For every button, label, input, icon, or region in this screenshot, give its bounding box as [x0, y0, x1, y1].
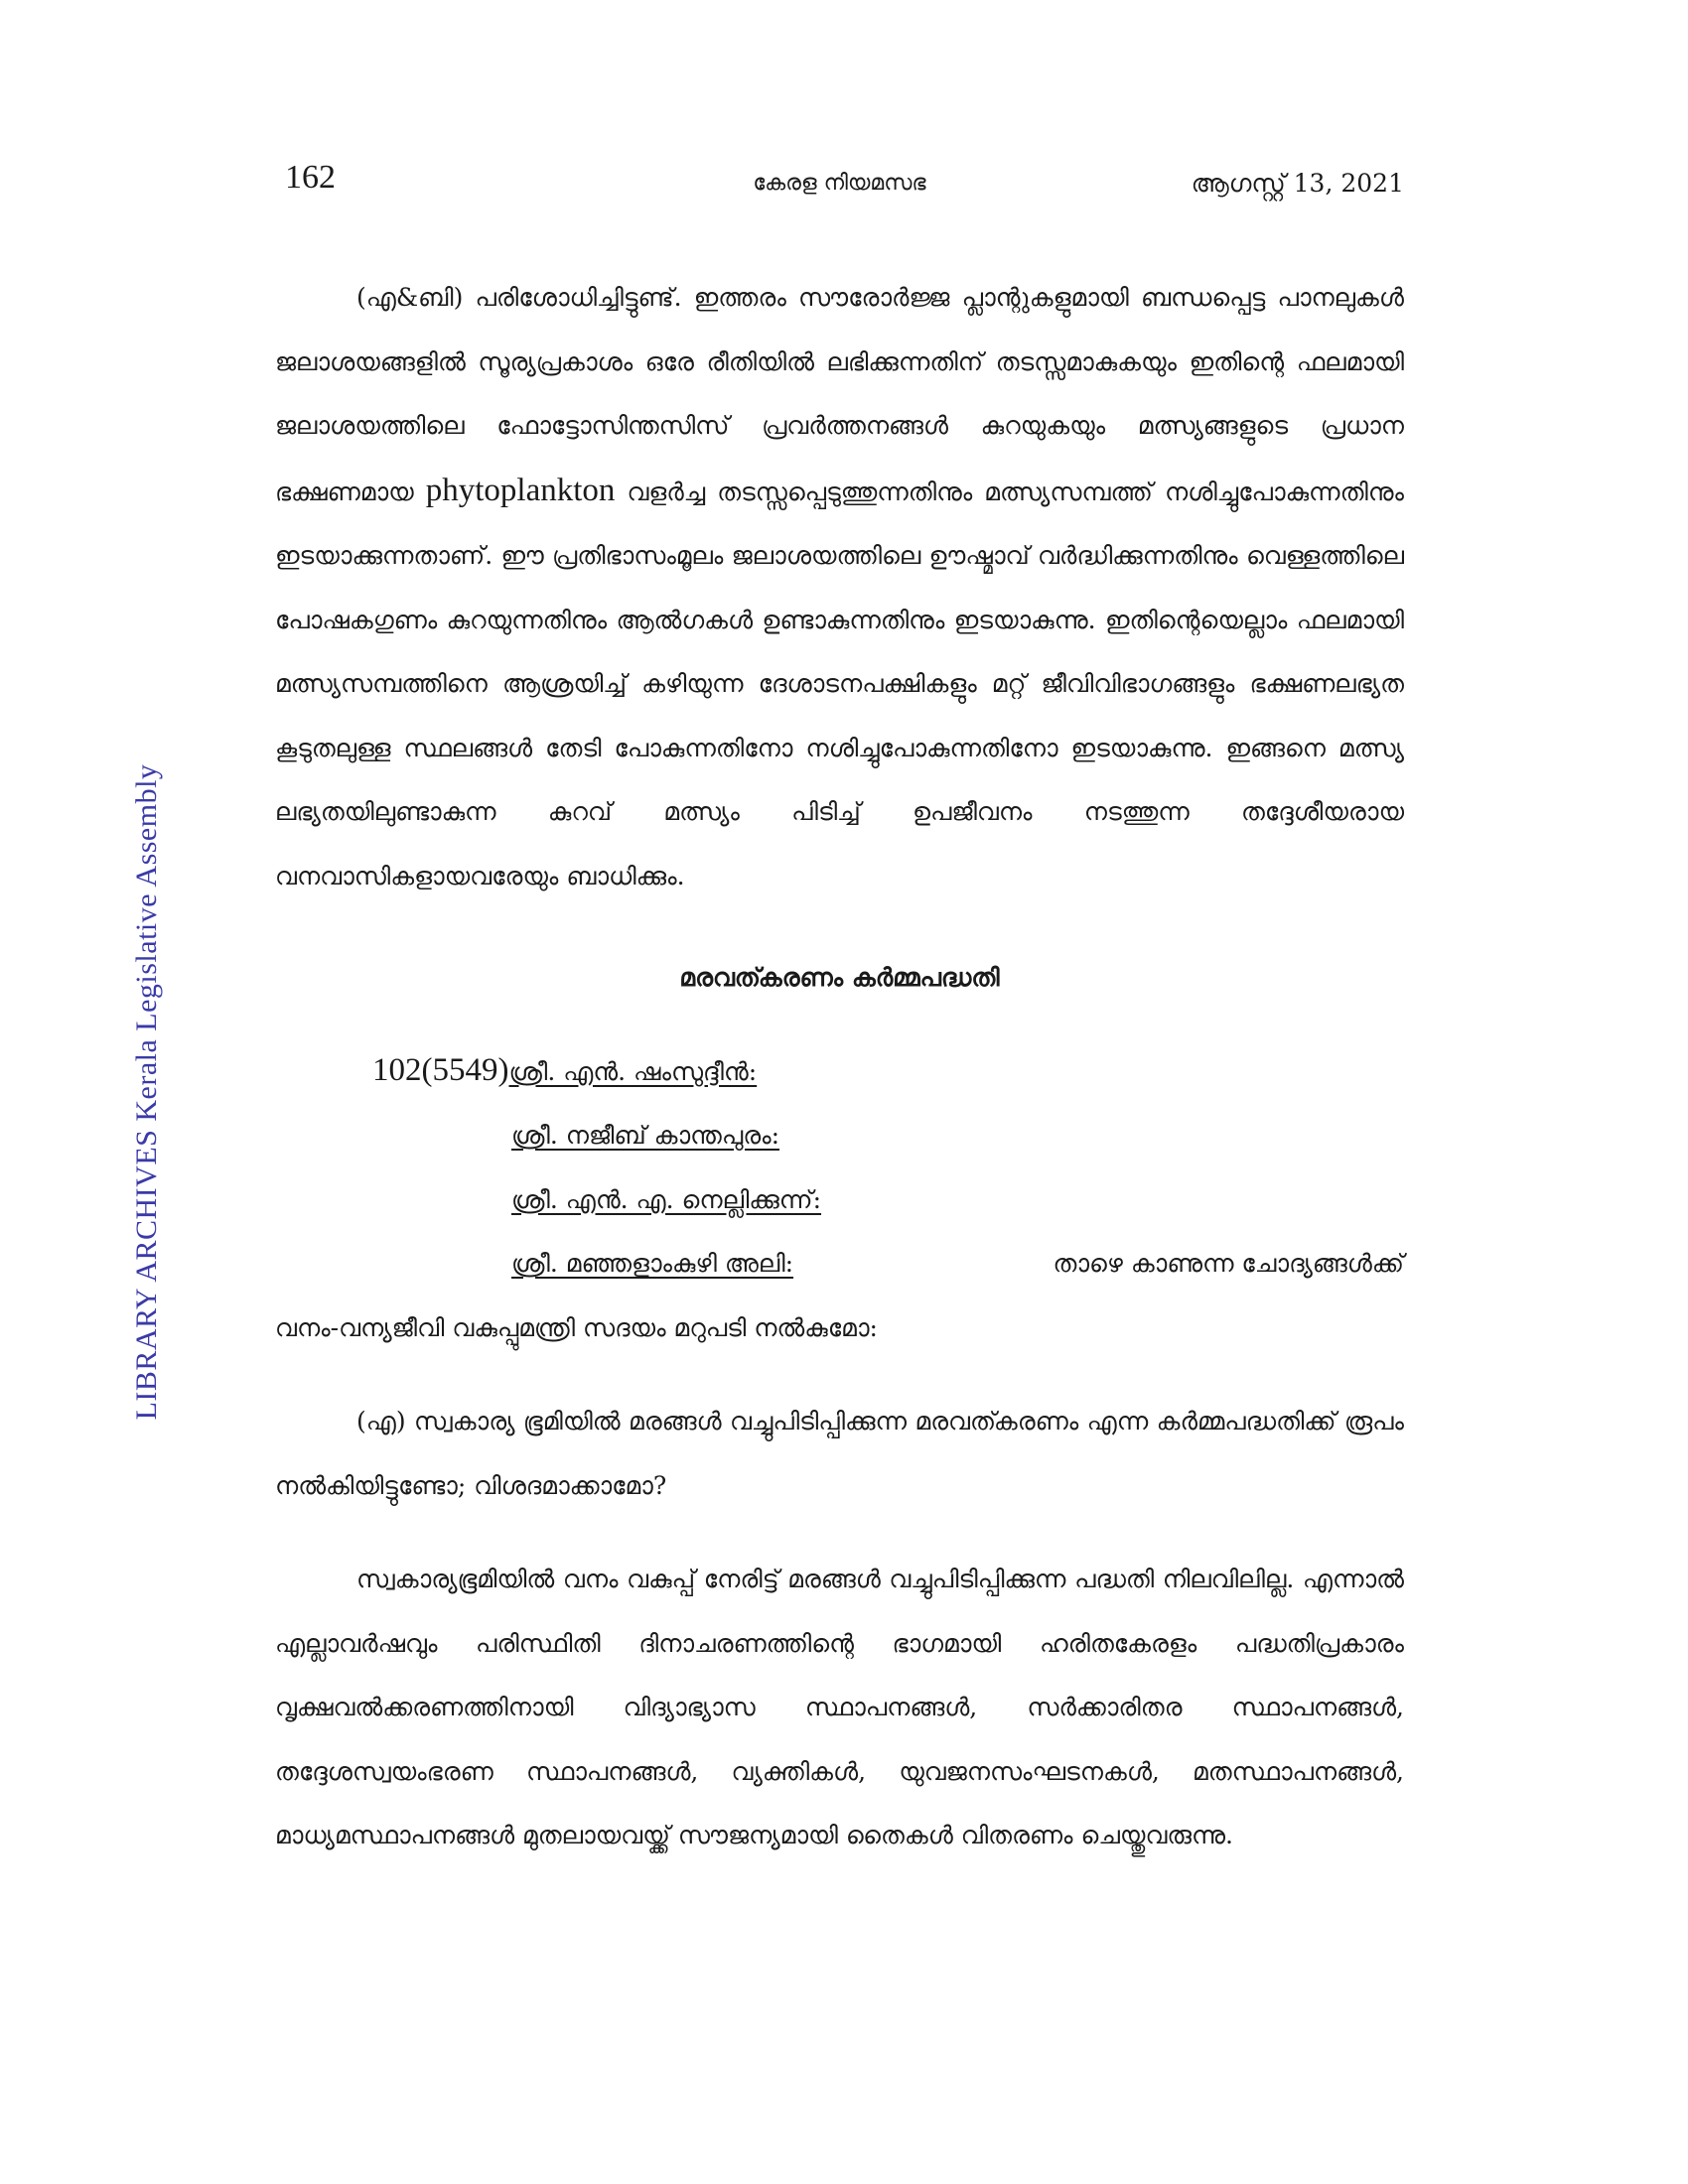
archive-watermark: LIBRARY ARCHIVES Kerala Legislative Assembly — [130, 763, 163, 1421]
answer-a: സ്വകാര്യഭൂമിയിൽ വനം വകുപ്പ് നേരിട്ട് മരങ്ങൾ വച്ചുപിടിപ്പിക്കുന്ന പദ്ധതി നിലവിലില്ല. എന്നാൽ എല്ലാവർഷവും പരിസ്ഥിതി ദിനാചരണത്തിന്റെ ഭാഗമായി ഹരിതകേരളം പദ്ധതിപ്രകാരം വൃക്ഷവൽക്കരണത്തിനായി വിദ്യാഭ്യാസ സ്ഥാപനങ്ങൾ, സർക്കാരിതര സ്ഥാപനങ്ങൾ, തദ്ദേശസ്വയംഭരണ സ്ഥാപനങ്ങൾ, വ്യക്തികൾ, യുവജനസംഘടനകൾ, മതസ്ഥാപനങ്ങൾ, മാധ്യമസ്ഥാപനങ്ങൾ മുതലായവയ്ക്ക് സൗജന്യമായി തൈകൾ വിതരണം ചെയ്തുവരുന്നു. — [275, 1565, 1404, 1849]
member-line — [275, 1104, 1404, 1168]
sub-question-a: (എ) സ്വകാര്യ ഭൂമിയിൽ മരങ്ങൾ വച്ചുപിടിപ്പിക്കുന്ന മരവത്കരണം എന്ന കർമ്മപദ്ധതിക്ക് രൂപം നൽകിയിട്ടുണ്ടോ; വിശദമാക്കാമോ? — [275, 1407, 1404, 1500]
paragraph-text-part2: വളർച്ച തടസ്സപ്പെടുത്തുന്നതിനും മത്സ്യസമ്പത്ത് നശിച്ചുപോകുന്നതിനും ഇടയാക്കുന്നതാണ്. ഈ പ്രതിഭാസംമൂലം ജലാശയത്തിലെ ഊഷ്മാവ് വർദ്ധിക്കുന്നതിനും വെള്ളത്തിലെ പോഷകഗുണം കുറയുന്നതിനും ആൽഗകൾ ഉണ്ടാകുന്നതിനും ഇടയാകുന്നു. ഇതിന്റെയെല്ലാം ഫലമായി മത്സ്യസമ്പത്തിനെ ആശ്രയിച്ച് കഴിയുന്ന ദേശാടനപക്ഷികളും മറ്റ് ജീവിവിഭാഗങ്ങളും ഭക്ഷണലഭ്യത കൂടുതലുള്ള സ്ഥലങ്ങൾ തേടി പോകുന്നതിനോ നശിച്ചുപോകുന്നതിനോ ഇടയാകുന്നു. ഇങ്ങനെ മത്സ്യ ലഭ്യതയിലുണ്ടാകുന്ന കുറവ് മത്സ്യം പിടിച്ച് ഉപജീവനം നടത്തുന്ന തദ്ദേശീയരായ വനവാസികളായവരേയും ബാധിക്കും. — [275, 477, 1405, 890]
document-body — [275, 266, 1404, 1868]
question-first-line — [275, 1038, 1404, 1105]
member-line — [275, 1232, 1404, 1297]
question-number: 102(5549) — [372, 1051, 509, 1088]
page-number: 162 — [285, 159, 336, 196]
paragraph-text-part1: (എ&ബി) പരിശോധിച്ചിട്ടുണ്ട്. ഇത്തരം സൗരോർജ്ജ പ്ലാന്റുകളുമായി ബന്ധപ്പെട്ട പാനലുകൾ ജലാശയങ്ങളിൽ സൂര്യപ്രകാശം ഒരേ രീതിയിൽ ലഭിക്കുന്നതിന് തടസ്സമാകുകയും ഇതിന്റെ ഫലമായി ജലാശയത്തിലെ ഫോട്ടോസിന്തസിസ് പ്രവർത്തനങ്ങൾ കുറയുകയും മത്സ്യങ്ങളുടെ പ്രധാന ഭക്ഷണമായ — [275, 283, 1404, 506]
section-heading: മരവത്കരണം കർമ്മപദ്ധതി — [679, 963, 1000, 992]
member-name: ശ്രീ. മഞ്ഞളാംകുഴി അലി: — [511, 1249, 794, 1278]
header-date: ആഗസ്റ്റ് 13, 2021 — [1191, 169, 1404, 198]
question-block — [275, 1038, 1404, 1361]
header-title: കേരള നിയമസഭ — [753, 171, 926, 196]
answer-paragraph-continued — [275, 266, 1404, 908]
question-ask-part2: വനം-വന്യജീവി വകുപ്പുമന്ത്രി സദയം മറുപടി നൽകുമോ: — [275, 1312, 878, 1342]
question-ask-part1: താഴെ കാണുന്ന ചോദ്യങ്ങൾക്ക് — [1053, 1249, 1404, 1278]
member-line — [275, 1168, 1404, 1233]
member-name: ശ്രീ. നജീബ് കാന്തപുരം: — [511, 1121, 779, 1150]
member-name: ശ്രീ. എൻ. എ. നെല്ലിക്കുന്ന്: — [511, 1184, 822, 1214]
latin-term: phytoplankton — [425, 472, 616, 508]
member-name: ശ്രീ. എൻ. ഷംസുദ്ദീൻ: — [508, 1056, 758, 1086]
page-header — [275, 159, 1404, 208]
